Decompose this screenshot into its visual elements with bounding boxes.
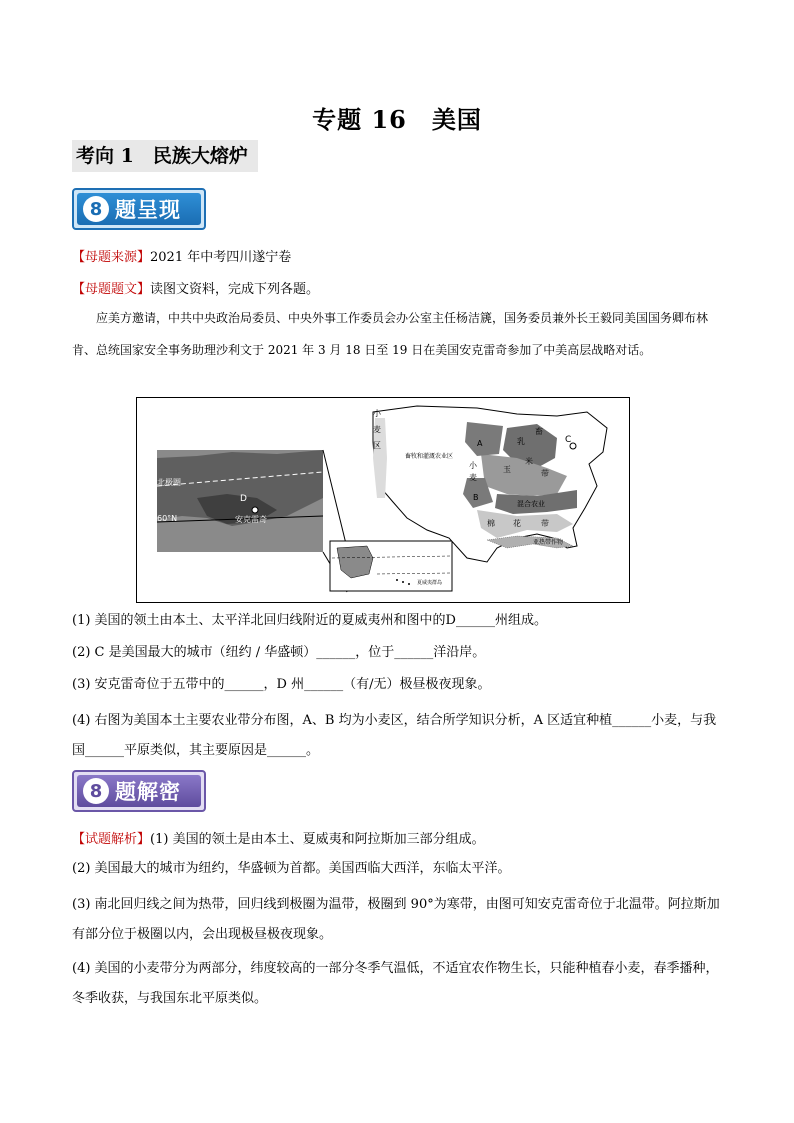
source-text: 2021 年中考四川遂宁卷 — [150, 250, 292, 265]
passage — [72, 302, 724, 366]
dairy-label2: 畜 — [535, 427, 543, 436]
analysis-label: 【试题解析】 — [72, 832, 151, 847]
question-1: (1) 美国的领土由本土、太平洋北回归线附近的夏威夷州和图中的D______州组成。 — [72, 613, 547, 628]
question-4: (4) 右图为美国本土主要农业带分布图，A、B 均为小麦区，结合所学知识分析，A 区适宜种植______小麦，与我国______平原类似，其主要原因是______。 — [72, 713, 717, 758]
arctic-label: 北极圈 — [157, 478, 181, 487]
region-wheat-label: 麦 — [373, 425, 381, 434]
section-heading: 考向 1 民族大熔炉 — [72, 140, 258, 172]
alaska-inset — [157, 450, 323, 552]
question-text: 读图文资料，完成下列各题。 — [150, 282, 320, 297]
cotton-label: 棉 — [487, 519, 495, 528]
point-d-label: D — [240, 494, 247, 504]
analysis-text-1: (1) 美国的领土是由本土、夏威夷和阿拉斯加三部分组成。 — [150, 832, 485, 847]
region-small-label: 小 — [373, 409, 381, 418]
badge-number-icon: 8 — [83, 196, 109, 222]
region-wheat2-label: 区 — [373, 441, 381, 450]
source-line — [72, 246, 291, 265]
question-line — [72, 278, 319, 297]
cotton-label2: 花 — [513, 519, 521, 528]
corn-label3: 带 — [541, 469, 549, 478]
city-label: 安克雷奇 — [235, 515, 267, 524]
point-b-label: B — [473, 493, 479, 502]
usa-agriculture-map — [136, 397, 630, 603]
source-label: 【母题来源】 — [72, 250, 151, 265]
question-label: 【母题题文】 — [72, 282, 151, 297]
inset-label: 夏威夷群岛 — [417, 580, 443, 586]
question-3: (3) 安克雷奇位于五带中的______，D 州______（有/无）极昼极夜现象。 — [72, 677, 491, 692]
cotton-label3: 带 — [541, 519, 549, 528]
analysis-line-2: (2) 美国最大的城市为纽约，华盛顿为首都。美国西临大西洋，东临太平洋。 — [72, 861, 511, 876]
small-inset — [330, 541, 452, 591]
badge-text: 题呈现 — [115, 198, 181, 222]
dairy-label: 乳 — [517, 437, 525, 446]
map-svg — [137, 398, 629, 602]
corn-label2: 米 — [525, 457, 533, 466]
mixed-label: 混合农业 — [517, 500, 545, 508]
badge-number-icon: 8 — [83, 778, 109, 804]
badge-question — [72, 188, 206, 230]
point-c-label: C — [565, 435, 572, 445]
badge-answer — [72, 770, 206, 812]
lat-label: 60°N — [157, 514, 178, 523]
analysis-line-3: (3) 南北回归线之间为热带，回归线到极圈为温带，极圈到 90°为寒带，由图可知安克雷奇位于北温带。阿拉斯加有部分位于极圈以内，会出现极昼极夜现象。 — [72, 897, 720, 942]
analysis-line-4: (4) 美国的小麦带分为两部分，纬度较高的一部分冬季气温低，不适宜农作物生长，只能种植春小麦，春季播种，冬季收获，与我国东北平原类似。 — [72, 961, 719, 1006]
page-title: 专题 16 美国 — [312, 105, 482, 134]
question-2: (2) C 是美国最大的城市（纽约 / 华盛顿）______，位于______洋沿岸。 — [72, 645, 486, 660]
analysis-line-1 — [72, 828, 485, 847]
badge-text: 题解密 — [115, 780, 181, 804]
point-a-label: A — [477, 439, 483, 448]
passage-text: 应美方邀请，中共中央政治局委员、中央外事工作委员会办公室主任杨洁篪，国务委员兼外长王毅同美国国务卿布林肯、总统国家安全事务助理沙利文于 2021 年 3 月 18 日至 19 日在美国安克雷奇参加了中美高层战略对话。 — [72, 311, 709, 357]
usa-mainland — [373, 406, 607, 562]
subtropical-label: 亚热带作物 — [533, 539, 564, 546]
wheat-small-label: 小 — [469, 461, 477, 470]
corn-label: 玉 — [503, 465, 511, 474]
wheat-small2-label: 麦 — [469, 473, 477, 482]
graze-label: 畜牧和灌溉农业区 — [405, 453, 454, 460]
